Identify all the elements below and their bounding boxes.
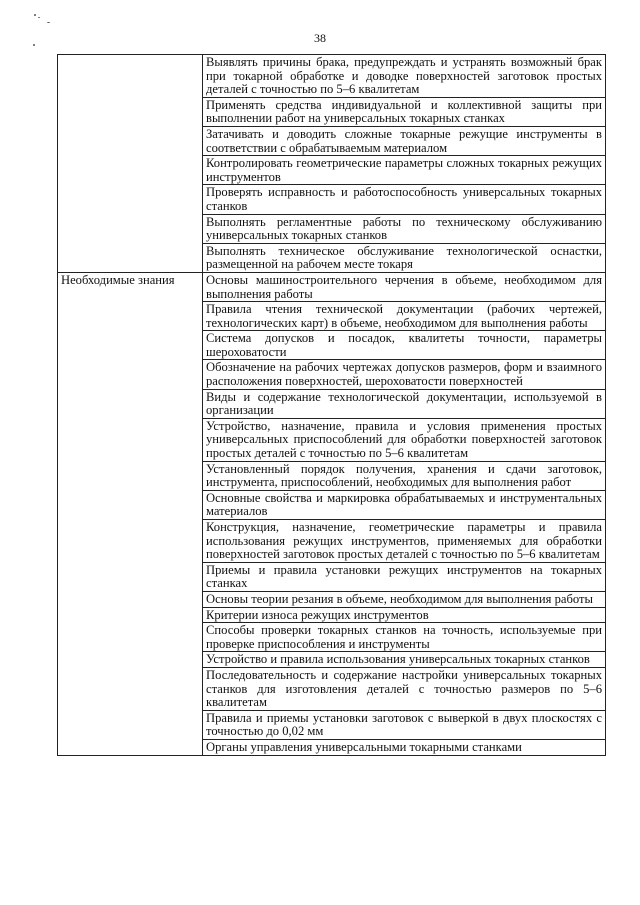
requirement-item: Приемы и правила установки режущих инструментов на токарных станках: [203, 562, 606, 591]
requirement-item: Способы проверки токарных станков на точность, используемые при проверке приспособления и инструменты: [203, 623, 606, 652]
requirement-item: Выявлять причины брака, предупреждать и устранять возможный брак при токарной обработке и доводке поверхностей заготовок простых деталей с точностью по 5–6 квалитетам: [203, 55, 606, 98]
requirement-item: Основы теории резания в объеме, необходимом для выполнения работы: [203, 591, 606, 607]
requirement-item: Применять средства индивидуальной и коллективной защиты при выполнении работ на универсальных токарных станках: [203, 97, 606, 126]
section-heading-knowledge: Необходимые знания: [58, 272, 203, 755]
requirement-item: Затачивать и доводить сложные токарные режущие инструменты в соответствии с обрабатываемым материалом: [203, 126, 606, 155]
requirement-item: Обозначение на рабочих чертежах допусков размеров, форм и взаимного расположения поверхностей, шероховатости поверхностей: [203, 360, 606, 389]
scan-speck: [33, 44, 35, 46]
table-row: [58, 55, 606, 98]
page-number: 38: [314, 31, 326, 45]
requirements-table: [57, 54, 606, 756]
requirement-item: Последовательность и содержание настройки универсальных токарных станков для изготовления деталей с точностью размеров по 5–6 квалитетам: [203, 667, 606, 710]
requirement-item: Конструкция, назначение, геометрические параметры и правила использования режущих инструментов, применяемых для обработки поверхностей заготовок простых деталей с точностью по 5–6 квалитетам: [203, 520, 606, 563]
requirement-item: Проверять исправность и работоспособность универсальных токарных станков: [203, 185, 606, 214]
requirement-item: Правила и приемы установки заготовок с выверкой в двух плоскостях с точностью до 0,02 мм: [203, 710, 606, 739]
requirement-item: Основы машиностроительного черчения в объеме, необходимом для выполнения работы: [203, 272, 606, 301]
table-row: [58, 272, 606, 301]
requirement-item: Система допусков и посадок, квалитеты точности, параметры шероховатости: [203, 331, 606, 360]
scan-speck: [47, 22, 50, 23]
requirement-item: Виды и содержание технологической документации, используемой в организации: [203, 389, 606, 418]
requirement-item: Органы управления универсальными токарными станками: [203, 739, 606, 755]
requirement-item: Контролировать геометрические параметры сложных токарных режущих инструментов: [203, 156, 606, 185]
requirement-item: Правила чтения технической документации (рабочих чертежей, технологических карт) в объеме, необходимом для выполнения работы: [203, 302, 606, 331]
requirement-item: Устройство, назначение, правила и условия применения простых универсальных приспособлений для обработки поверхностей заготовок простых деталей с точностью по 5–6 квалитетам: [203, 418, 606, 461]
requirement-item: Выполнять техническое обслуживание технологической оснастки, размещенной на рабочем месте токаря: [203, 243, 606, 272]
requirement-item: Установленный порядок получения, хранения и сдачи заготовок, инструмента, приспособлений, необходимых для выполнения работ: [203, 461, 606, 490]
requirement-item: Основные свойства и маркировка обрабатываемых и инструментальных материалов: [203, 490, 606, 519]
requirements-table-body: [58, 55, 606, 756]
section-heading-skills: [58, 55, 203, 273]
scan-speck: [34, 14, 36, 16]
scan-speck: [38, 17, 40, 18]
requirement-item: Устройство и правила использования универсальных токарных станков: [203, 652, 606, 668]
requirement-item: Выполнять регламентные работы по техническому обслуживанию универсальных токарных станков: [203, 214, 606, 243]
requirement-item: Критерии износа режущих инструментов: [203, 607, 606, 623]
